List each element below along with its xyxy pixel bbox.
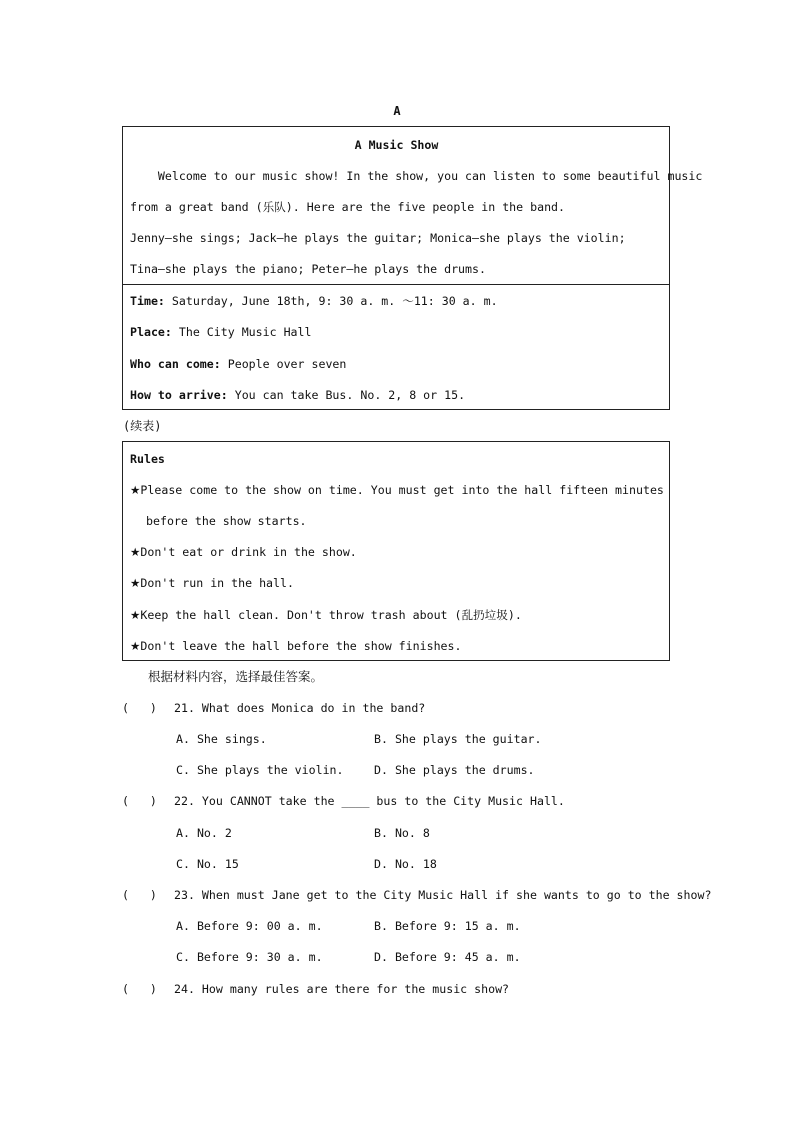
section-letter: A	[393, 104, 401, 118]
option-d: D. No. 18	[374, 857, 437, 871]
rules-box	[122, 441, 670, 661]
option-a: A. No. 2	[176, 826, 232, 840]
rule-item	[130, 575, 663, 591]
question-24	[122, 981, 509, 997]
rule-text: Keep the hall clean. Don't throw trash about (乱扔垃圾).	[140, 608, 522, 622]
star-icon: ★	[130, 545, 141, 559]
rule-text: Don't run in the hall.	[140, 576, 294, 590]
question-text: 21. What does Monica do in the band?	[174, 701, 426, 715]
detail-value: You can take Bus. No. 2, 8 or 15.	[227, 388, 466, 402]
detail-label: Place:	[130, 325, 172, 339]
star-icon: ★	[130, 576, 141, 590]
notice-title: A Music Show	[354, 138, 439, 152]
answer-blank: ( )	[122, 794, 157, 808]
detail-label: Time:	[130, 294, 165, 308]
answer-blank: ( )	[122, 888, 157, 902]
option-d: D. She plays the drums.	[374, 763, 535, 777]
detail-value: People over seven	[220, 357, 347, 371]
detail-who	[130, 356, 663, 372]
detail-label: Who can come:	[130, 357, 221, 371]
option-b: B. She plays the guitar.	[374, 732, 542, 746]
rules-heading: Rules	[130, 452, 165, 466]
option-b: B. No. 8	[374, 826, 430, 840]
question-text: 23. When must Jane get to the City Music Hall if she wants to go to the show?	[174, 888, 712, 902]
option-d: D. Before 9: 45 a. m.	[374, 950, 521, 964]
answer-blank: ( )	[122, 982, 157, 996]
detail-place	[130, 324, 663, 340]
question-text: 22. You CANNOT take the ____ bus to the City Music Hall.	[174, 794, 565, 808]
intro-line: from a great band (乐队). Here are the five people in the band.	[130, 200, 566, 214]
rule-item-continuation: before the show starts.	[146, 514, 307, 528]
rule-item	[130, 544, 663, 560]
option-c: C. She plays the violin.	[176, 763, 344, 777]
band-line: Tina—she plays the piano; Peter—he plays the drums.	[130, 262, 486, 276]
instruction-text: 根据材料内容，选择最佳答案。	[148, 669, 324, 684]
option-b: B. Before 9: 15 a. m.	[374, 919, 521, 933]
rule-item	[130, 607, 663, 623]
detail-arrive	[130, 387, 663, 403]
music-show-notice	[122, 126, 703, 410]
option-a: A. Before 9: 00 a. m.	[176, 919, 323, 933]
intro-line: Welcome to our music show! In the show, you can listen to some beautiful music	[130, 169, 703, 183]
question-text: 24. How many rules are there for the music show?	[174, 982, 510, 996]
star-icon: ★	[130, 608, 141, 622]
detail-value: Saturday, June 18th, 9: 30 a. m. ～11: 30 a. m.	[164, 294, 498, 308]
option-c: C. No. 15	[176, 857, 239, 871]
question-22	[122, 793, 565, 809]
star-icon: ★	[130, 639, 141, 653]
answer-blank: ( )	[122, 701, 157, 715]
rule-text: Please come to the show on time. You must get into the hall fifteen minutes	[140, 483, 664, 497]
option-a: A. She sings.	[176, 732, 267, 746]
band-line: Jenny—she sings; Jack—he plays the guitar; Monica—she plays the violin;	[130, 231, 626, 245]
detail-label: How to arrive:	[130, 388, 228, 402]
option-c: C. Before 9: 30 a. m.	[176, 950, 323, 964]
detail-time	[130, 293, 663, 309]
rule-text: Don't leave the hall before the show finishes.	[140, 639, 462, 653]
question-21	[122, 700, 425, 716]
continued-label: (续表)	[123, 419, 162, 433]
rule-item	[130, 482, 663, 498]
rule-item	[130, 638, 663, 654]
question-23	[122, 887, 711, 903]
star-icon: ★	[130, 483, 141, 497]
notice-divider	[123, 284, 669, 285]
rule-text: Don't eat or drink in the show.	[140, 545, 357, 559]
detail-value: The City Music Hall	[171, 325, 312, 339]
